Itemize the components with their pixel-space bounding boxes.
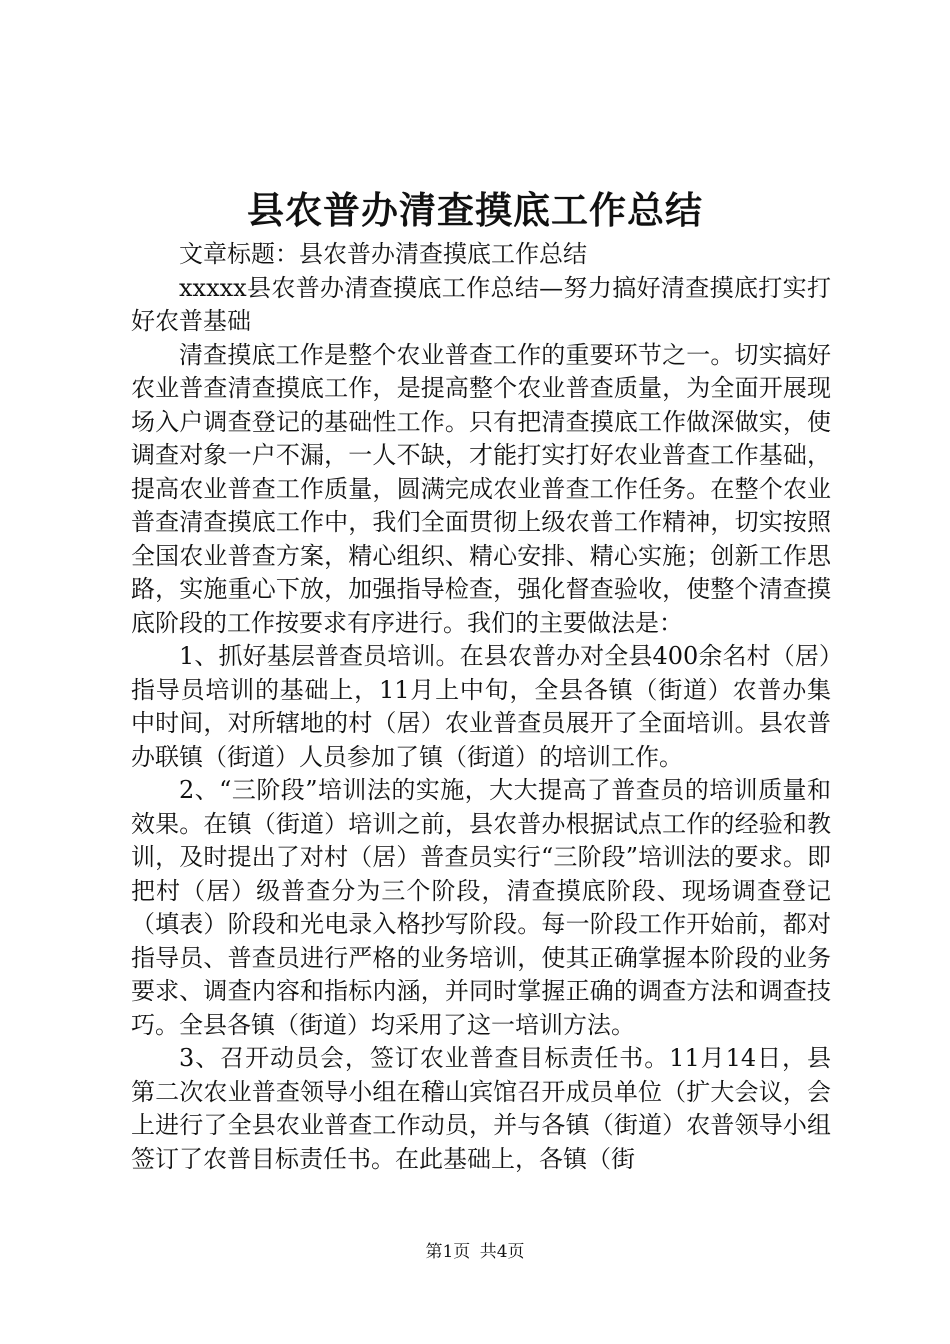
article-title-line: 文章标题：县农普办清查摸底工作总结 xyxy=(179,240,587,268)
item-2-paragraph: 2、“三阶段”培训法的实施，大大提高了普查员的培训质量和效果。在镇（街道）培训之前，县农普办根据试点工作的经验和教训，及时提出了对村（居）普查员实行“三阶段”培训法的要求。即把村（居）级普查分为三个阶段，清查摸底阶段、现场调查登记（填表）阶段和光电录入格抄写阶段。每一阶段工作开始前，都对指导员、普查员进行严格的业务培训，使其正确掌握本阶段的业务要求、调查内容和指标内涵，并同时掌握正确的调查方法和调查技巧。全县各镇（街道）均采用了这一培训方法。 xyxy=(131,776,831,1039)
page-footer xyxy=(0,1240,950,1264)
intro-paragraph: 清查摸底工作是整个农业普查工作的重要环节之一。切实搞好农业普查清查摸底工作，是提高整个农业普查质量，为全面开展现场入户调查登记的基础性工作。只有把清查摸底工作做深做实，使调查对象一户不漏，一人不缺，才能打实打好农业普查工作基础，提高农业普查工作质量，圆满完成农业普查工作任务。在整个农业普查清查摸底工作中，我们全面贯彻上级农普工作精神，切实按照全国农业普查方案，精心组织、精心安排、精心实施；创新工作思路，实施重心下放，加强指导检查，强化督查验收，使整个清查摸底阶段的工作按要求有序进行。我们的主要做法是： xyxy=(131,340,831,637)
item-1-paragraph: 1、抓好基层普查员培训。在县农普办对全县400余名村（居）指导员培训的基础上，11月上中旬，全县各镇（街道）农普办集中时间，对所辖地的村（居）农业普查员展开了全面培训。县农普办联镇（街道）人员参加了镇（街道）的培训工作。 xyxy=(131,642,831,771)
item-3-paragraph: 3、召开动员会，签订农业普查目标责任书。11月14日，县第二次农业普查领导小组在稽山宾馆召开成员单位（扩大会议，会上进行了全县农业普查工作动员，并与各镇（街道）农普领导小组签订了农普目标责任书。在此基础上，各镇（街 xyxy=(131,1044,831,1173)
page-number: 第1页 xyxy=(425,1242,471,1262)
subtitle-paragraph: xxxxx县农普办清查摸底工作总结—努力搞好清查摸底打实打好农普基础 xyxy=(131,273,831,335)
document-title: 县农普办清查摸底工作总结 xyxy=(247,188,703,232)
document-body xyxy=(131,238,831,1176)
page-total: 共4页 xyxy=(479,1242,525,1262)
